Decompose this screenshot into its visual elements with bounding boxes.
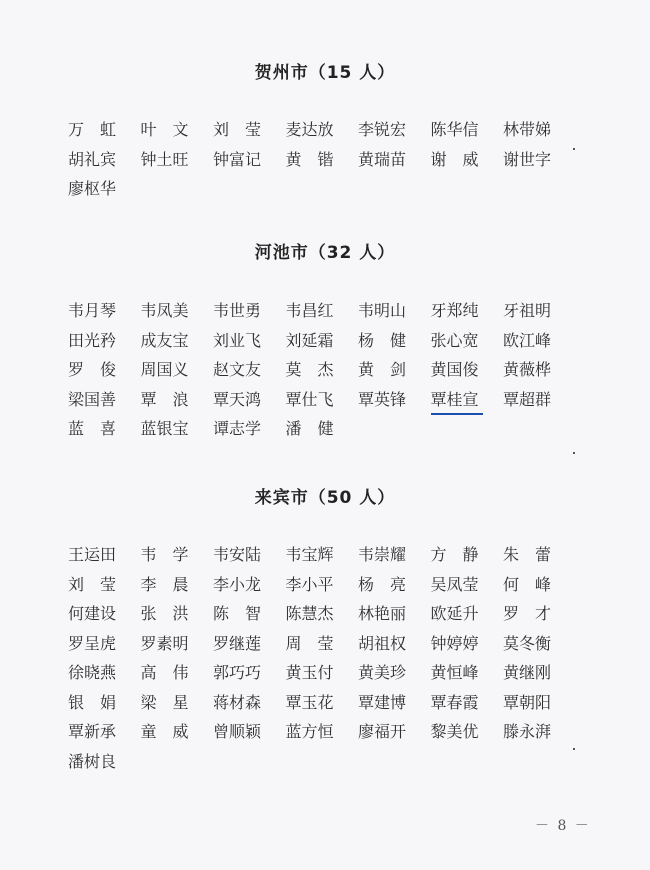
section-title-laibin: 来宾市（50 人）: [254, 488, 396, 508]
name-entry: 韦世勇: [213, 301, 262, 320]
name-entry: 罗继莲: [213, 633, 262, 653]
name-entry: 韦凤美: [140, 301, 189, 320]
name-entry: 刘延霜: [285, 330, 334, 350]
name-entry: 韦宝辉: [285, 545, 334, 564]
name-entry: 黄国俊: [430, 360, 479, 379]
name-entry: 胡礼宾: [68, 149, 117, 169]
name-entry: 莫冬衡: [503, 633, 552, 653]
name-entry: 刘 莹: [68, 574, 117, 594]
name-entry: 万 虹: [68, 120, 117, 139]
name-entry: 韦 学: [140, 545, 189, 564]
name-entry: 杨 健: [358, 330, 407, 350]
scan-speck: [573, 148, 575, 150]
name-entry: 张心宽: [430, 330, 479, 350]
name-entry: 欧江峰: [503, 330, 552, 350]
name-entry: 罗素明: [140, 633, 189, 653]
name-entry: 童 威: [140, 722, 189, 741]
name-entry: 罗呈虎: [68, 633, 117, 653]
name-entry: 梁国善: [68, 389, 117, 409]
name-entry: 谢 威: [430, 149, 479, 169]
name-entry: 银 娟: [68, 692, 117, 712]
name-entry: 方 静: [430, 545, 479, 564]
name-entry: 韦明山: [358, 301, 407, 320]
name-entry: 徐晓燕: [68, 663, 117, 682]
name-entry: 欧延升: [430, 604, 479, 623]
name-entry: 潘 健: [285, 419, 334, 438]
name-entry: [431, 385, 504, 415]
name-entry: 叶 文: [140, 120, 189, 139]
name-entry: 黄 剑: [358, 360, 407, 379]
name-entry: 滕永湃: [503, 722, 552, 741]
scan-speck: [573, 748, 575, 750]
name-entry: 刘 莹: [213, 120, 262, 139]
name-entry: 覃仕飞: [285, 389, 334, 409]
name-entry: 朱 蕾: [503, 545, 552, 564]
name-entry: 覃 浪: [140, 389, 189, 409]
name-entry: 李锐宏: [358, 120, 407, 139]
name-entry: 何建设: [68, 604, 117, 623]
name-entry: 陈 智: [213, 604, 262, 623]
name-entry: 吴凤莹: [430, 574, 479, 594]
name-entry: 覃朝阳: [503, 692, 552, 712]
name-entry: 覃英锋: [358, 389, 407, 409]
name-entry: 覃新承: [68, 722, 117, 741]
name-entry: 何 峰: [503, 574, 552, 594]
name-entry: 蓝银宝: [140, 419, 189, 438]
page-number: － 8 －: [535, 818, 591, 834]
name-entry: 韦昌红: [285, 301, 334, 320]
name-grid-hechi: [68, 296, 576, 444]
name-entry: 潘树良: [68, 751, 117, 771]
name-entry: 李 晨: [140, 574, 189, 594]
name-entry: 覃超群: [503, 389, 552, 409]
name-entry: 牙郑纯: [430, 301, 479, 320]
name-entry: 赵文友: [213, 360, 262, 379]
name-entry: 陈慧杰: [285, 604, 334, 623]
name-entry: 田光矜: [68, 330, 117, 350]
section-title-hezhou: 贺州市（15 人）: [254, 63, 396, 83]
name-entry: 廖福开: [358, 722, 407, 741]
name-entry: 杨 亮: [358, 574, 407, 594]
name-entry: 谭志学: [213, 419, 262, 438]
name-entry: 周 莹: [285, 633, 334, 653]
name-entry: 周国义: [140, 360, 189, 379]
name-entry: 黄瑞苗: [358, 149, 407, 169]
name-entry: 黄 锴: [285, 149, 334, 169]
name-entry: 黄玉付: [285, 663, 334, 682]
name-entry: 陈华信: [430, 120, 479, 139]
name-entry: 李小龙: [213, 574, 262, 594]
name-entry: 蓝方恒: [285, 722, 334, 741]
name-entry: 黄薇桦: [503, 360, 552, 379]
name-entry: 牙祖明: [503, 301, 552, 320]
name-entry: 王运田: [68, 545, 117, 564]
name-entry: 覃春霞: [430, 692, 479, 712]
name-entry: 钟富记: [213, 149, 262, 169]
name-entry: 麦达放: [285, 120, 334, 139]
name-entry: 张 洪: [140, 604, 189, 623]
name-grid-laibin: [68, 540, 576, 776]
highlighted-name: 覃桂宣: [431, 386, 483, 415]
name-entry: 李小平: [285, 574, 334, 594]
name-entry: 高 伟: [140, 663, 189, 682]
name-entry: 韦安陆: [213, 545, 262, 564]
name-entry: 韦崇耀: [358, 545, 407, 564]
name-entry: 黄继刚: [503, 663, 552, 682]
section-title-hechi: 河池市（32 人）: [254, 243, 396, 263]
name-entry: 成友宝: [140, 330, 189, 350]
name-grid-hezhou: [68, 115, 576, 204]
name-entry: 覃天鸿: [213, 389, 262, 409]
name-entry: 罗 俊: [68, 360, 117, 379]
name-entry: 曾顺颖: [213, 722, 262, 741]
name-entry: 罗 才: [503, 604, 552, 623]
name-entry: 莫 杰: [285, 360, 334, 379]
name-entry: 郭巧巧: [213, 663, 262, 682]
name-entry: 覃建博: [358, 692, 407, 712]
name-entry: 刘业飞: [213, 330, 262, 350]
name-entry: 廖枢华: [68, 179, 117, 198]
name-entry: 林艳丽: [358, 604, 407, 623]
name-entry: 林带娣: [503, 120, 552, 139]
name-entry: 黄美珍: [358, 663, 407, 682]
name-entry: 覃玉花: [285, 692, 334, 712]
name-entry: 黄恒峰: [430, 663, 479, 682]
name-entry: 黎美优: [430, 722, 479, 741]
name-entry: 蓝 喜: [68, 419, 117, 438]
name-entry: 钟土旺: [140, 149, 189, 169]
name-entry: 钟婷婷: [430, 633, 479, 653]
name-entry: 梁 星: [140, 692, 189, 712]
name-entry: 蒋材森: [213, 692, 262, 712]
name-entry: 韦月琴: [68, 301, 117, 320]
name-entry: 胡祖权: [358, 633, 407, 653]
name-entry: 谢世字: [503, 149, 552, 169]
scan-speck: [573, 452, 575, 454]
